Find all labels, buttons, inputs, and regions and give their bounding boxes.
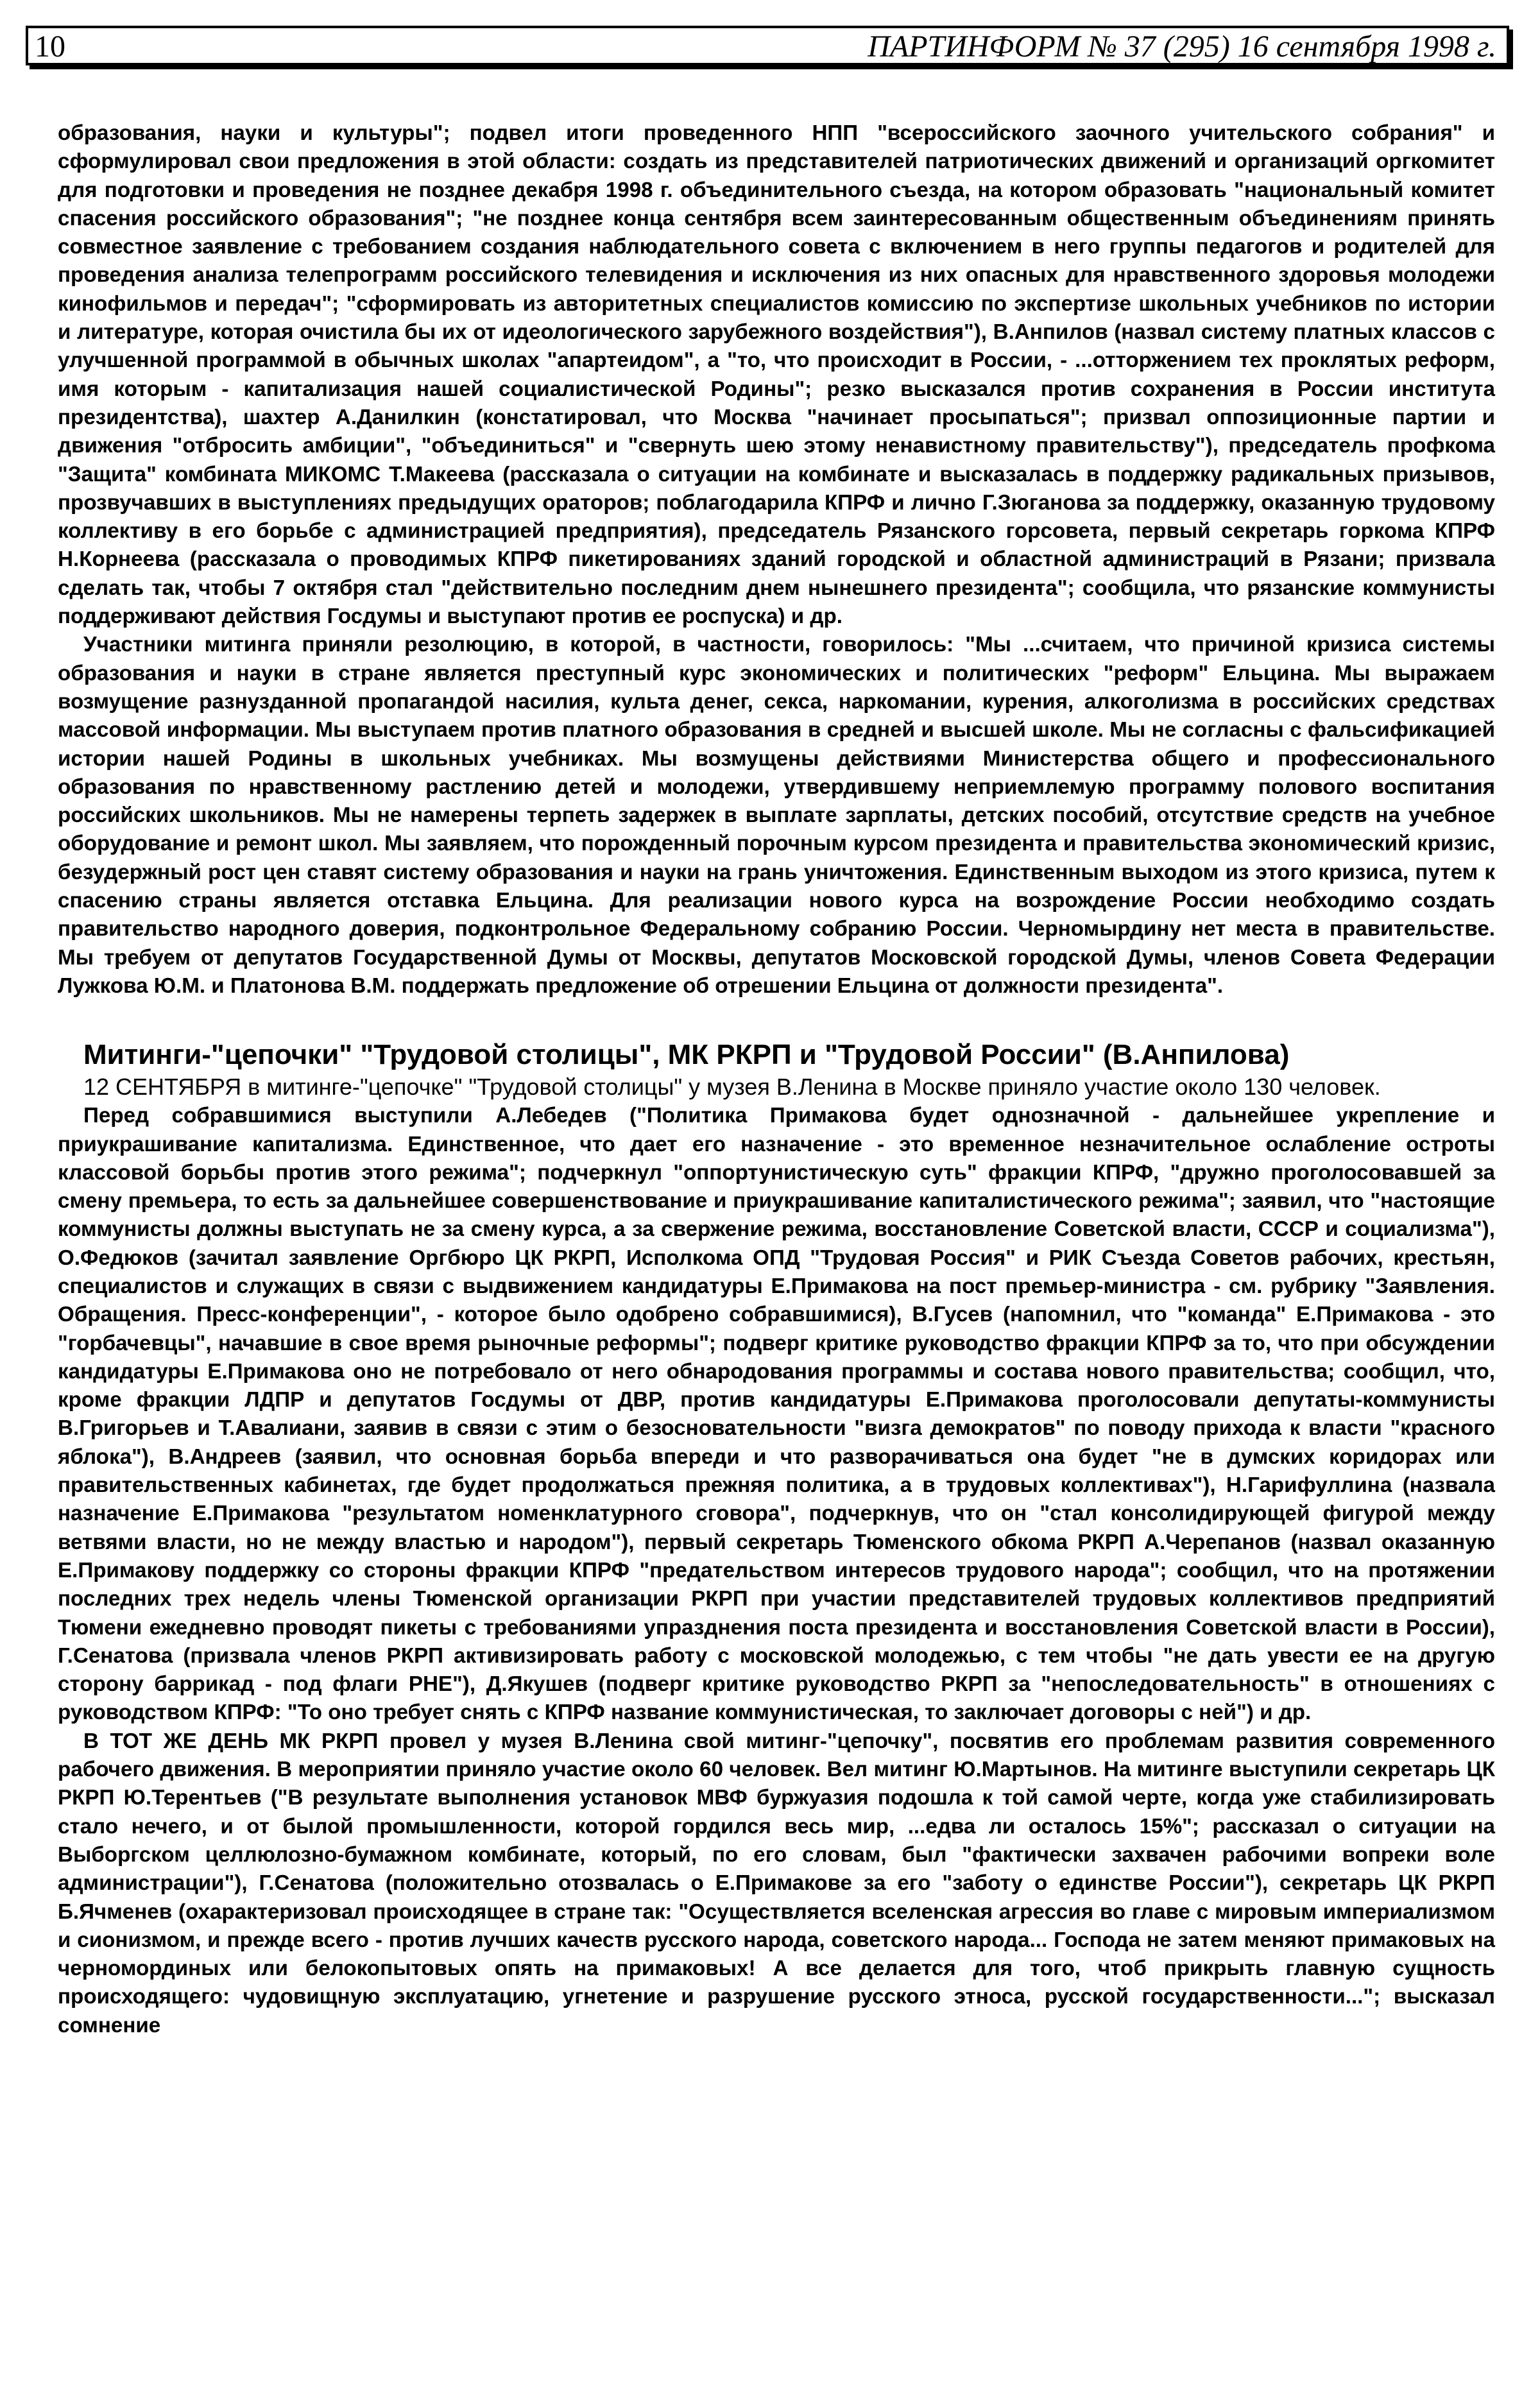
paragraph: В ТОТ ЖЕ ДЕНЬ МК РКРП провел у музея В.Ленина свой митинг-"цепочку", посвятив его проблемам развития современного рабочего движения. В мероприятии приняло участие около 60 человек. Вел митинг Ю.Мартынов. На митинге выступили секретарь ЦК РКРП Ю.Терентьев ("В результате выполнения установок МВФ буржуазия подошла к той самой черте, когда уже стабилизировать стало нечего, и от былой промышленности, которой гордился весь мир, ...едва ли осталось 15%"; рассказал о ситуации на Выборгском целлюлозно-бумажном комбинате, который, по его словам, был "фактически захвачен рабочими вопреки воле администрации"), Г.Сенатова (положительно отозвалась о Е.Примакове за его "заботу о единстве России"), секретарь ЦК РКРП Б.Ячменев (охарактеризовал происходящее в стране так: "Осуществляется вселенская агрессия во главе с мировым империализмом и сионизмом, и прежде всего - против лучших качеств русского народа, советского народа... Господа не затем меняют примаковых на черномординых или белокопытовых опять на примаковых! А все делается для того, чтоб прикрыть главную сущность происходящего: чудовищную эксплуатацию, угнетение и разрушение русского этноса, русской государственности..."; высказал сомнение (58, 1729, 1495, 2037)
paragraph: Перед собравшимися выступили А.Лебедев ("Политика Примакова будет однозначной - дальнейшее укрепление и приукрашивание капитализма. Единственное, что дает его назначение - это временное незначительное ослабление остроты классовой борьбы против этого режима"; подчеркнул "оппортунистическую суть" фракции КПРФ, "дружно проголосовавшей за смену премьера, то есть за дальнейшее совершенствование и приукрашивание капиталистического режима"; заявил, что "настоящие коммунисты должны выступать не за смену курса, а за свержение режима, восстановление Советской власти, СССР и социализма"), О.Федюков (зачитал заявление Оргбюро ЦК РКРП, Исполкома ОПД "Трудовая Россия" и РИК Съезда Советов рабочих, крестьян, специалистов и служащих в связи с выдвижением кандидатуры Е.Примакова на пост премьер-министра - см. рубрику "Заявления. Обращения. Пресс-конференции", - которое было одобрено собравшимися), В.Гусев (напомнил, что "команда" Е.Примакова - это "горбачевцы", начавшие в свое время рыночные реформы"; подверг критике руководство фракции КПРФ за то, что при обсуждении кандидатуры Е.Примакова оно не потребовало от него обнародования программы и состава нового правительства; сообщил, что, кроме фракции ЛДПР и депутатов Госдумы от ДВР, против кандидатуры Е.Примакова проголосовали депутаты-коммунисты В.Григорьев и Т.Авалиани, заявив в связи с этим о безосновательности "визга демократов" по поводу прихода к власти "красного яблока"), В.Андреев (заявил, что основная борьба впереди и что разворачиваться она будет "не в думских коридорах или правительственных кабинетах, где будет продолжаться прежняя политика, а в трудовых коллективах"), Н.Гарифуллина (назвала назначение Е.Примакова "результатом номенклатурного сговора", подчеркнув, что он "стал консолидирующей фигурой между ветвями власти, но не между властью и народом"), первый секретарь Тюменского обкома РКРП А.Черепанов (назвал оказанную Е.Примакову поддержку со стороны фракции КПРФ "предательством интересов трудового народа"; сообщил, что на протяжении последних трех недель члены Тюменской организации РКРП при участии представителей трудовых коллективов предприятий Тюмени ежедневно проводят пикеты с требованиями упразднения поста президента и восстановления Советской власти в России), Г.Сенатова (призвала членов РКРП активизировать работу с московской молодежью, с тем чтобы "не дать увести ее на другую сторону баррикад - под флаги РНЕ"), Д.Якушев (подверг критике руководство РКРП за "непоследовательность" в отношениях с руководством КПРФ: "То оно требует снять с КПРФ название коммунистическая, то заключает договоры с ней") и др. (58, 1104, 1495, 1725)
newspaper-page (26, 26, 1514, 2349)
issue-line: ПАРТИНФОРМ № 37 (295) 16 сентября 1998 г. (868, 30, 1496, 64)
page-header (26, 26, 1509, 65)
section-title: Митинги-"цепочки" "Трудовой столицы", МК РКРП и "Трудовой России" (В.Анпилова) (83, 1039, 1290, 1071)
section-lead: 12 СЕНТЯБРЯ в митинге-"цепочке" "Трудовой столицы" у музея В.Ленина в Москве приняло участие около 130 человек. (83, 1074, 1381, 1101)
article-body (58, 119, 1495, 2040)
paragraph: Участники митинга приняли резолюцию, в которой, в частности, говорилось: "Мы ...считаем, что причиной кризиса системы образования и науки в стране является преступный курс экономических и политических "реформ" Ельцина. Мы выражаем возмущение разнузданной пропагандой насилия, культа денег, секса, наркомании, курения, алкоголизма в российских средствах массовой информации. Мы выступаем против платного образования в средней и высшей школе. Мы не согласны с фальсификацией истории нашей Родины в школьных учебниках. Мы возмущены действиями Министерства общего и профессионального образования по нравственному растлению детей и молодежи, утвердившему неприемлемую программу полового воспитания российских школьников. Мы не намерены терпеть задержек в выплате зарплаты, детских пособий, отсутствие средств на учебное оборудование и ремонт школ. Мы заявляем, что порожденный порочным курсом президента и правительства экономический кризис, безудержный рост цен ставят систему образования и науки на грань уничтожения. Единственным выходом из этого кризиса, путем к спасению страны является отставка Ельцина. Для реализации нового курса на возрождение России необходимо создать правительство народного доверия, подконтрольное Федеральному собранию России. Черномырдину нет места в правительстве. Мы требуем от депутатов Государственной Думы от Москвы, депутатов Московской городской Думы, членов Совета Федерации Лужкова Ю.М. и Платонова В.М. поддержать предложение об отрешении Ельцина от должности президента". (58, 633, 1495, 998)
paragraph: образования, науки и культуры"; подвел итоги проведенного НПП "всероссийского заочного учительского собрания" и сформулировал свои предложения в этой области: создать из представителей патриотических движений и организаций оргкомитет для подготовки и проведения не позднее декабря 1998 г. объединительного съезда, на котором образовать "национальный комитет спасения российского образования"; "не позднее конца сентября всем заинтересованным общественным объединениям принять совместное заявление с требованием создания наблюдательного совета с включением в него группы педагогов и родителей для проведения анализа телепрограмм российского телевидения и исключения из них опасных для нравственного здоровья молодежи кинофильмов и передач"; "сформировать из авторитетных специалистов комиссию по экспертизе школьных учебников по истории и литературе, которая очистила бы их от идеологического зарубежного воздействия"), В.Анпилов (назвал систему платных классов с улучшенной программой в обычных школах "апартеидом", а "то, что происходит в России, - ...отторжением тех проклятых реформ, имя которым - капитализация нашей социалистической Родины"; резко высказался против сохранения в России института президентства), шахтер А.Данилкин (констатировал, что Москва "начинает просыпаться"; призвал оппозиционные партии и движения "отбросить амбиции", "объединиться" и "свернуть шею этому ненавистному правительству"), председатель профкома "Защита" комбината МИКОМС Т.Макеева (рассказала о ситуации на комбинате и высказалась в поддержку радикальных призывов, прозвучавших в выступлениях предыдущих ораторов; поблагодарила КПРФ и лично Г.Зюганова за поддержку, оказанную трудовому коллективу в его борьбе с администрацией предприятия), председатель Рязанского горсовета, первый секретарь горкома КПРФ Н.Корнеева (рассказала о проводимых КПРФ пикетированиях зданий городской и областной администраций в Рязани; призвала сделать так, чтобы 7 октября стал "действительно последним днем нынешнего президента"; сообщила, что рязанские коммунисты поддерживают действия Госдумы и выступают против ее роспуска) и др. (58, 121, 1495, 629)
page-number: 10 (35, 30, 65, 64)
